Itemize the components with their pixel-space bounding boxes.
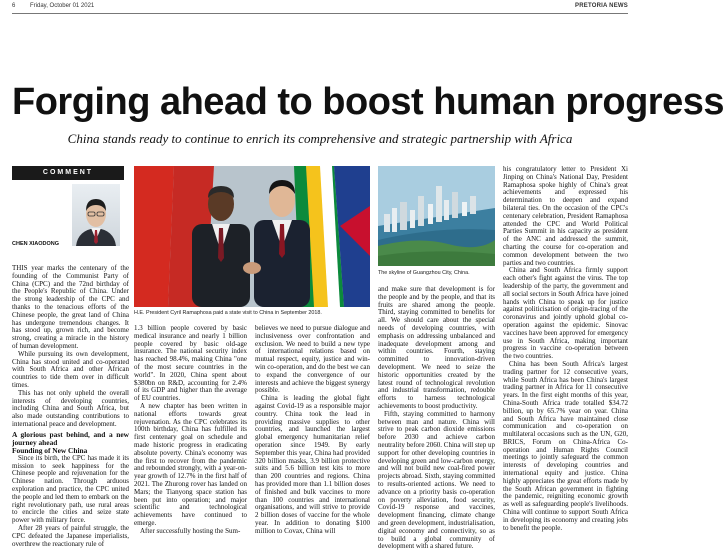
paragraph: After 28 years of painful struggle, the CPC defeated the Japanese imperialists, overthrew the reactionary rule of: [12, 523, 129, 548]
paragraph: China is leading the global fight against Covid-19 as a responsible major country. China took the lead in providing massive supplies to other countries, and launched the largest global emergency humanitarian relief operation since 1949. By early September this year, China had provided 320 billion masks, 3.9 billion protective suits and 5.6 billion test kits to more than 200 countries and regions. China has provided more than 1.1 billion doses of finished and bulk vaccines to more than 100 countries and international organisations, and will strive to provide 2 billion doses of vaccine for the whole year. In addition to donating $100 million to Covax, China will: [255, 394, 370, 535]
section-label: COMMENT: [12, 166, 124, 180]
paragraph: THIS year marks the centenary of the founding of the Communist Party of China (CPC) and the 72nd birthday of the People's Republic of China. Under the strong leadership of the CPC and thanks to the tenacious efforts of the Chinese people, the great land of China has undergone tremendous changes. It has stood up, grown rich, and become strong, creating a miracle in the history of human development.: [12, 264, 129, 350]
issue-date: Friday, October 01 2021: [30, 3, 95, 9]
article-column-3: [255, 325, 370, 536]
leaders-photo-caption: H.E. President Cyril Ramaphosa paid a state visit to China in September 2018.: [134, 310, 322, 316]
paragraph: 1.3 billion people covered by basic medical insurance and nearly 1 billion people covered by basic old-age insurance. The national security index has reached 98.4%, making China "one of the most secure countries in the world". In 2020, China spent about $380bn on R&D, accounting for 2.4% of its GDP and higher than the average of EU countries.: [134, 324, 247, 403]
headline: Forging ahead to boost human progress: [12, 81, 724, 123]
leaders-photo: [134, 166, 370, 307]
subheading: A glorious past behind, and a new journey ahead: [12, 429, 129, 447]
author-byline: CHEN XIAODONG: [12, 241, 60, 247]
subheadline: China stands ready to continue to enrich its comprehensive and strategic partnership with Africa: [67, 131, 573, 146]
paragraph: China and South Africa firmly support each other's fight against the virus. The top leadership of the party, the government and all social sectors in South Africa have joined hands with China to speak up for justice against politicisation of origin-tracing of the coronavirus and jointly uphold global co-operation against the epidemic. Sinovac vaccines have been approved for emergency use in South Africa, making important progress in vaccine co-operation between the two countries.: [503, 266, 628, 361]
page-number: 6: [12, 3, 16, 9]
skyline-photo: [378, 166, 495, 266]
paragraph: China has been South Africa's largest trading partner for 12 consecutive years, while South Africa has been China's largest trading partner in Africa for 11 consecutive years. In the first eight months of this year, China-South Africa trade totalled $34.72 billion, up by 65.7% year on year. China and South Africa have maintained close communication and co-operation on multilateral occasions such as the UN, G20, BRICS, Forum on China-Africa Co-operation and Human Rights Council meetings to jointly safeguard the common interests of developing countries and international equity and justice. China highly appreciates the great efforts made by the South African government in fighting the pandemic, reigniting economic growth as well as safeguarding people's livelihoods. China will continue to support South Africa in developing its economy and creating jobs to benefit the people.: [503, 359, 628, 532]
paragraph: believes we need to pursue dialogue and inclusiveness over confrontation and exclusion. We need to build a new type of international relations based on mutual respect, equity, justice and win-win co-operation, and do the best we can to expand the convergence of our interests and achieve the biggest synergy possible.: [255, 324, 370, 395]
leaders-photo-illustration: [134, 166, 370, 307]
skyline-photo-illustration: [378, 166, 495, 266]
subheading: Founding of New China: [12, 445, 88, 455]
paragraph: A new chapter has been written in national efforts towards great rejuvenation. As the CPC celebrates its 100th birthday, China has fulfilled its first centenary goal on schedule and made historic progress in eradicating absolute poverty. China's economy was the first to recover from the pandemic and rebounded strongly, with a year-on-year growth of 12.7% in the first half of 2021. The Zhurong rover has landed on Mars; the Tianyong space station has been put into operation; and major scientific and technological achievements have continued to emerge.: [134, 401, 247, 527]
author-portrait-illustration: [72, 184, 120, 246]
article-column-4: [378, 286, 495, 551]
paragraph: and make sure that development is for the people and by the people, and that its fruits are shared among the people. Third, staying committed to benefits for all. We should care about the special needs of developing countries, with emphasis on addressing unbalanced and inadequate development among and within countries. Fourth, staying committed to innovation-driven development. We need to seize the historic opportunities created by the latest round of technological revolution and industrial transformation, redouble efforts to harness technological achievements to boost productivity.: [378, 285, 495, 410]
masthead-rule: [12, 13, 628, 14]
skyline-photo-caption: The skyline of Guangzhou City, China.: [378, 270, 470, 276]
masthead: [12, 3, 628, 13]
paragraph: Since its birth, the CPC has made it its mission to seek happiness for the Chinese people and rejuvenation for the Chinese nation. Through arduous exploration and practice, the CPC united the people and led them to embark on the right revolutionary path, use rural areas to encircle the cities and seize state power with military force.: [12, 453, 129, 525]
paragraph: his congratulatory letter to President Xi Jinping on China's National Day, President Ramaphosa spoke highly of China's great achievements and expressed his determination to deepen and expand bilateral ties. On the occasion of the CPC's centenary celebration, President Ramaphosa attended the CPC and World Political Parties Summit in his capacity as president of the ANC and addressed the summit, charting the course for co-operation and common development between the two parties and two countries.: [503, 165, 628, 267]
article-column-2: [134, 325, 247, 536]
article-column-1: [12, 265, 129, 548]
article-column-5: [503, 166, 628, 532]
paragraph: This has not only upheld the overall interests of developing countries, including China and South Africa, but also made outstanding contributions to international peace and development.: [12, 388, 129, 428]
author-portrait: [72, 184, 120, 246]
paragraph: While pursuing its own development, China has stood united and co-operated with South Africa and other African countries to tide them over in difficult times.: [12, 349, 129, 389]
paragraph: Fifth, staying committed to harmony between man and nature. China will strive to peak carbon dioxide emissions before 2030 and achieve carbon neutrality before 2060. China will step up support for other developing countries in developing green and low-carbon energy, and will not build new coal-fired power projects abroad. Sixth, staying committed to results-oriented actions. We need to advance on a priority basis co-operation on poverty alleviation, food security, Covid-19 response and vaccines, development financing, climate change and green development, industrialisation, digital economy and connectivity, so as to build a global community of development with a shared future.: [378, 409, 495, 551]
publication-name: PRETORIA NEWS: [575, 3, 628, 9]
paragraph: After successfully hosting the Sum-: [140, 526, 241, 535]
